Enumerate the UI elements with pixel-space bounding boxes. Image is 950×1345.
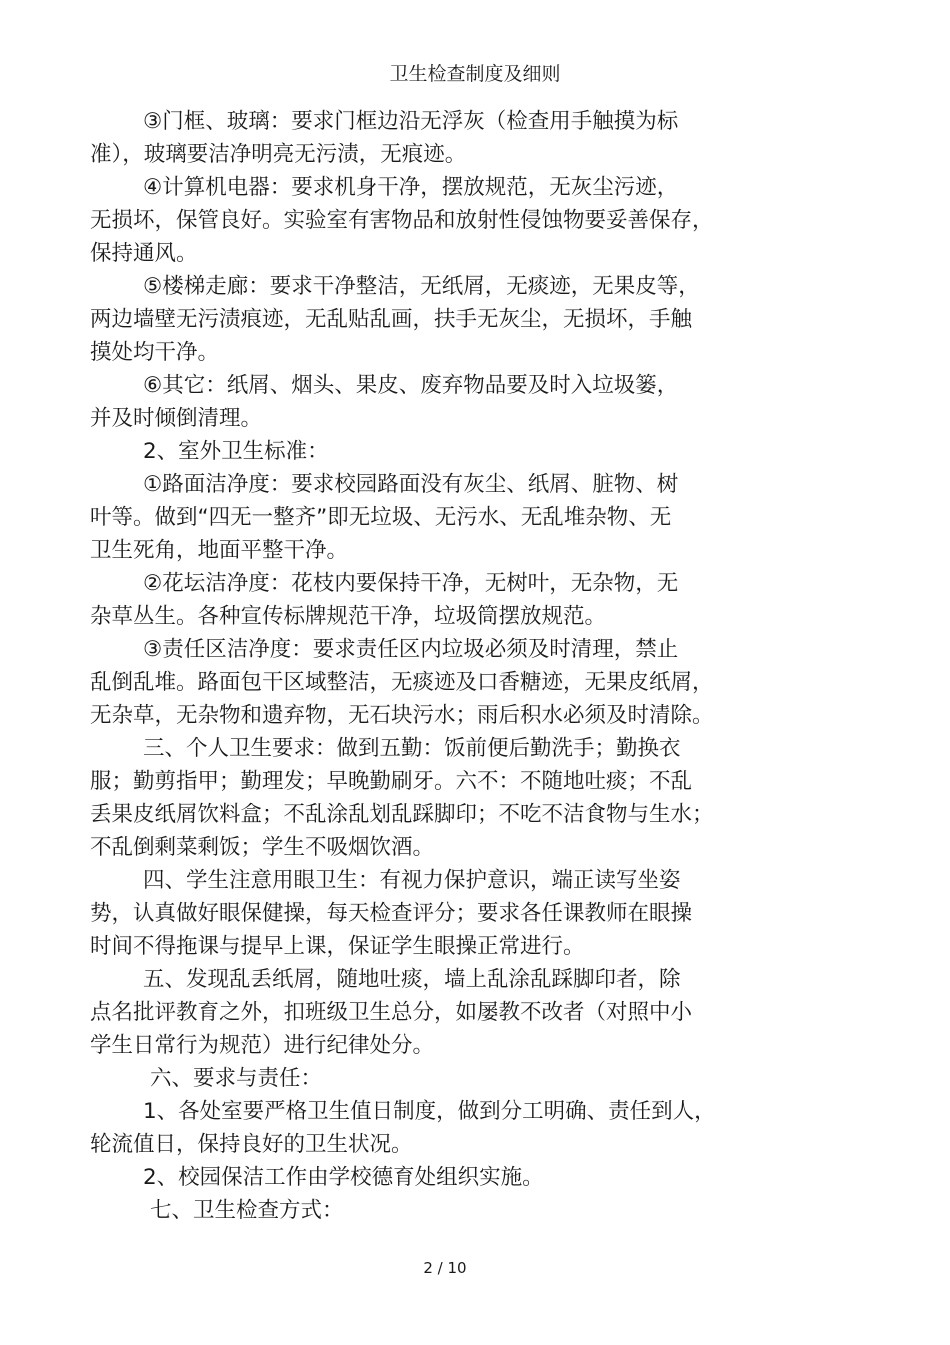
- text-line: 2、校园保洁工作由学校德育处组织实施。: [143, 1165, 544, 1190]
- text-line: 乱倒乱堆。路面包干区域整洁，无痰迹及口香糖迹，无果皮纸屑，: [90, 670, 714, 695]
- paragraph-duty-system: [90, 1095, 750, 1161]
- paragraph-eye-hygiene: [90, 864, 750, 963]
- text-line: 摸处均干净。: [90, 340, 220, 365]
- text-line: ①路面洁净度：要求校园路面没有灰尘、纸屑、脏物、树: [143, 472, 679, 497]
- heading-inspection-methods: [90, 1194, 750, 1227]
- text-line: 服；勤剪指甲；勤理发；早晚勤刷牙。六不：不随地吐痰；不乱: [90, 769, 693, 794]
- text-line: 无杂草，无杂物和遗弃物，无石块污水；雨后积水必须及时清除。: [90, 703, 714, 728]
- paragraph-campus-cleaning: [90, 1161, 750, 1194]
- text-line: 保持通风。: [90, 241, 198, 266]
- text-line: 时间不得拖课与提早上课，保证学生眼操正常进行。: [90, 934, 585, 959]
- text-line: ⑥其它：纸屑、烟头、果皮、废弃物品要及时入垃圾篓，: [143, 373, 679, 398]
- paragraph-personal-hygiene: [90, 732, 750, 864]
- text-line: ③责任区洁净度：要求责任区内垃圾必须及时清理，禁止: [143, 637, 679, 662]
- paragraph-responsibility-area: [90, 633, 750, 732]
- text-line: 卫生死角，地面平整干净。: [90, 538, 349, 563]
- page-number: 2 / 10: [423, 1259, 467, 1277]
- text-line: 并及时倾倒清理。: [90, 406, 263, 431]
- text-line: 三、个人卫生要求：做到五勤：饭前便后勤洗手；勤换衣: [143, 736, 681, 761]
- text-line: 轮流值日，保持良好的卫生状况。: [90, 1132, 413, 1157]
- page-title: 卫生检查制度及细则: [389, 63, 561, 85]
- text-line: 点名批评教育之外，扣班级卫生总分，如屡教不改者（对照中小: [90, 1000, 693, 1025]
- paragraph-penalties: [90, 963, 750, 1062]
- text-line: ③门框、玻璃：要求门框边沿无浮灰（检查用手触摸为标: [143, 109, 679, 134]
- paragraph-computer-electrical: [90, 171, 750, 270]
- paragraph-road-cleanliness: [90, 468, 750, 567]
- text-line: 七、卫生检查方式：: [150, 1198, 344, 1223]
- text-line: 丢果皮纸屑饮料盒；不乱涂乱划乱踩脚印；不吃不洁食物与生水；: [90, 802, 714, 827]
- text-line: 准），玻璃要洁净明亮无污渍，无痕迹。: [90, 142, 467, 167]
- paragraph-door-glass: [90, 105, 750, 171]
- text-line: 五、发现乱丢纸屑，随地吐痰，墙上乱涂乱踩脚印者，除: [143, 967, 681, 992]
- text-line: ④计算机电器：要求机身干净，摆放规范，无灰尘污迹，: [143, 175, 679, 200]
- heading-requirements-responsibilities: [90, 1062, 750, 1095]
- text-line: 六、要求与责任：: [150, 1066, 323, 1091]
- text-line: 不乱倒剩菜剩饭；学生不吸烟饮酒。: [90, 835, 435, 860]
- paragraph-flowerbed-cleanliness: [90, 567, 750, 633]
- text-line: 杂草丛生。各种宣传标牌规范干净，垃圾筒摆放规范。: [90, 604, 607, 629]
- text-line: 四、学生注意用眼卫生：有视力保护意识，端正读写坐姿: [143, 868, 681, 893]
- text-line: ⑤楼梯走廊：要求干净整洁，无纸屑，无痰迹，无果皮等，: [143, 274, 700, 299]
- text-line: ②花坛洁净度：花枝内要保持干净，无树叶，无杂物，无: [143, 571, 679, 596]
- text-line: 势，认真做好眼保健操，每天检查评分；要求各任课教师在眼操: [90, 901, 693, 926]
- text-line: 1、各处室要严格卫生值日制度，做到分工明确、责任到人，: [143, 1099, 716, 1124]
- paragraph-other: [90, 369, 750, 435]
- text-line: 叶等。做到“四无一整齐”即无垃圾、无污水、无乱堆杂物、无: [90, 505, 672, 530]
- text-line: 两边墙壁无污渍痕迹，无乱贴乱画，扶手无灰尘，无损坏，手触: [90, 307, 693, 332]
- text-line: 2、室外卫生标准：: [143, 439, 329, 464]
- text-line: 学生日常行为规范）进行纪律处分。: [90, 1033, 435, 1058]
- heading-outdoor-standards: [90, 435, 750, 468]
- document-body: [90, 105, 750, 1227]
- paragraph-stairs-corridor: [90, 270, 750, 369]
- text-line: 无损坏，保管良好。实验室有害物品和放射性侵蚀物要妥善保存，: [90, 208, 714, 233]
